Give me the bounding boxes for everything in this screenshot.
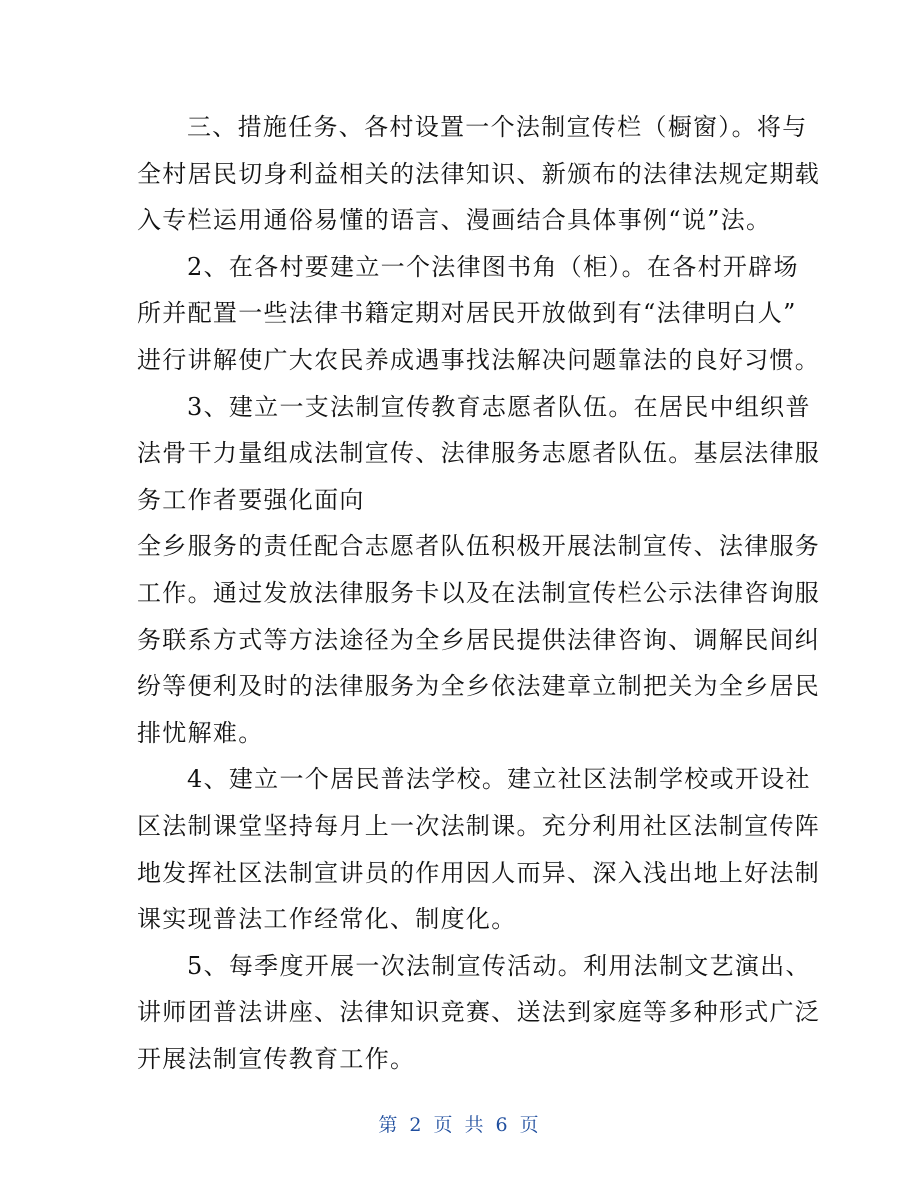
text-line: 工作。通过发放法律服务卡以及在法制宣传栏公示法律咨询服 [137,578,821,607]
text-line: 所并配置一些法律书籍定期对居民开放做到有“法律明白人” [137,299,797,328]
text-line: 3、建立一支法制宣传教育志愿者队伍。在居民中组织普 [187,392,811,421]
text-line: 三、措施任务、各村设置一个法制宣传栏（橱窗）。将与 [187,113,808,141]
text-line: 全村居民切身利益相关的法律知识、新颁布的法律法规定期载 [137,159,821,188]
text-line: 入专栏运用通俗易懂的语言、漫画结合具体事例“说”法。 [137,206,772,235]
text-line: 2、在各村要建立一个法律图书角（柜）。在各村开辟场 [187,252,799,281]
text-line: 讲师团普法讲座、法律知识竞赛、送法到家庭等多种形式广泛 [137,998,821,1027]
text-line: 区法制课堂坚持每月上一次法制课。充分利用社区法制宣传阵 [137,811,821,840]
text-line: 纷等便利及时的法律服务为全乡依法建章立制把关为全乡居民 [137,672,821,701]
text-line: 进行讲解使广大农民养成遇事找法解决问题靠法的良好习惯。 [137,345,821,374]
text-line: 全乡服务的责任配合志愿者队伍积极开展法制宣传、法律服务 [137,532,821,561]
text-line: 5、每季度开展一次法制宣传活动。利用法制文艺演出、 [187,951,811,980]
text-line: 地发挥社区法制宣讲员的作用因人而异、深入浅出地上好法制 [137,858,821,887]
text-line: 务工作者要强化面向 [137,485,365,514]
page-number: 第 2 页 共 6 页 [378,1114,542,1136]
text-line: 4、建立一个居民普法学校。建立社区法制学校或开设社 [187,765,811,794]
text-line: 课实现普法工作经常化、制度化。 [137,905,517,934]
text-line: 务联系方式等方法途径为全乡居民提供法律咨询、调解民间纠 [137,625,821,654]
text-line: 开展法制宣传教育工作。 [137,1044,416,1073]
text-line: 法骨干力量组成法制宣传、法律服务志愿者队伍。基层法律服 [137,439,821,468]
document-body [137,104,821,1082]
text-line: 排忧解难。 [137,718,264,747]
